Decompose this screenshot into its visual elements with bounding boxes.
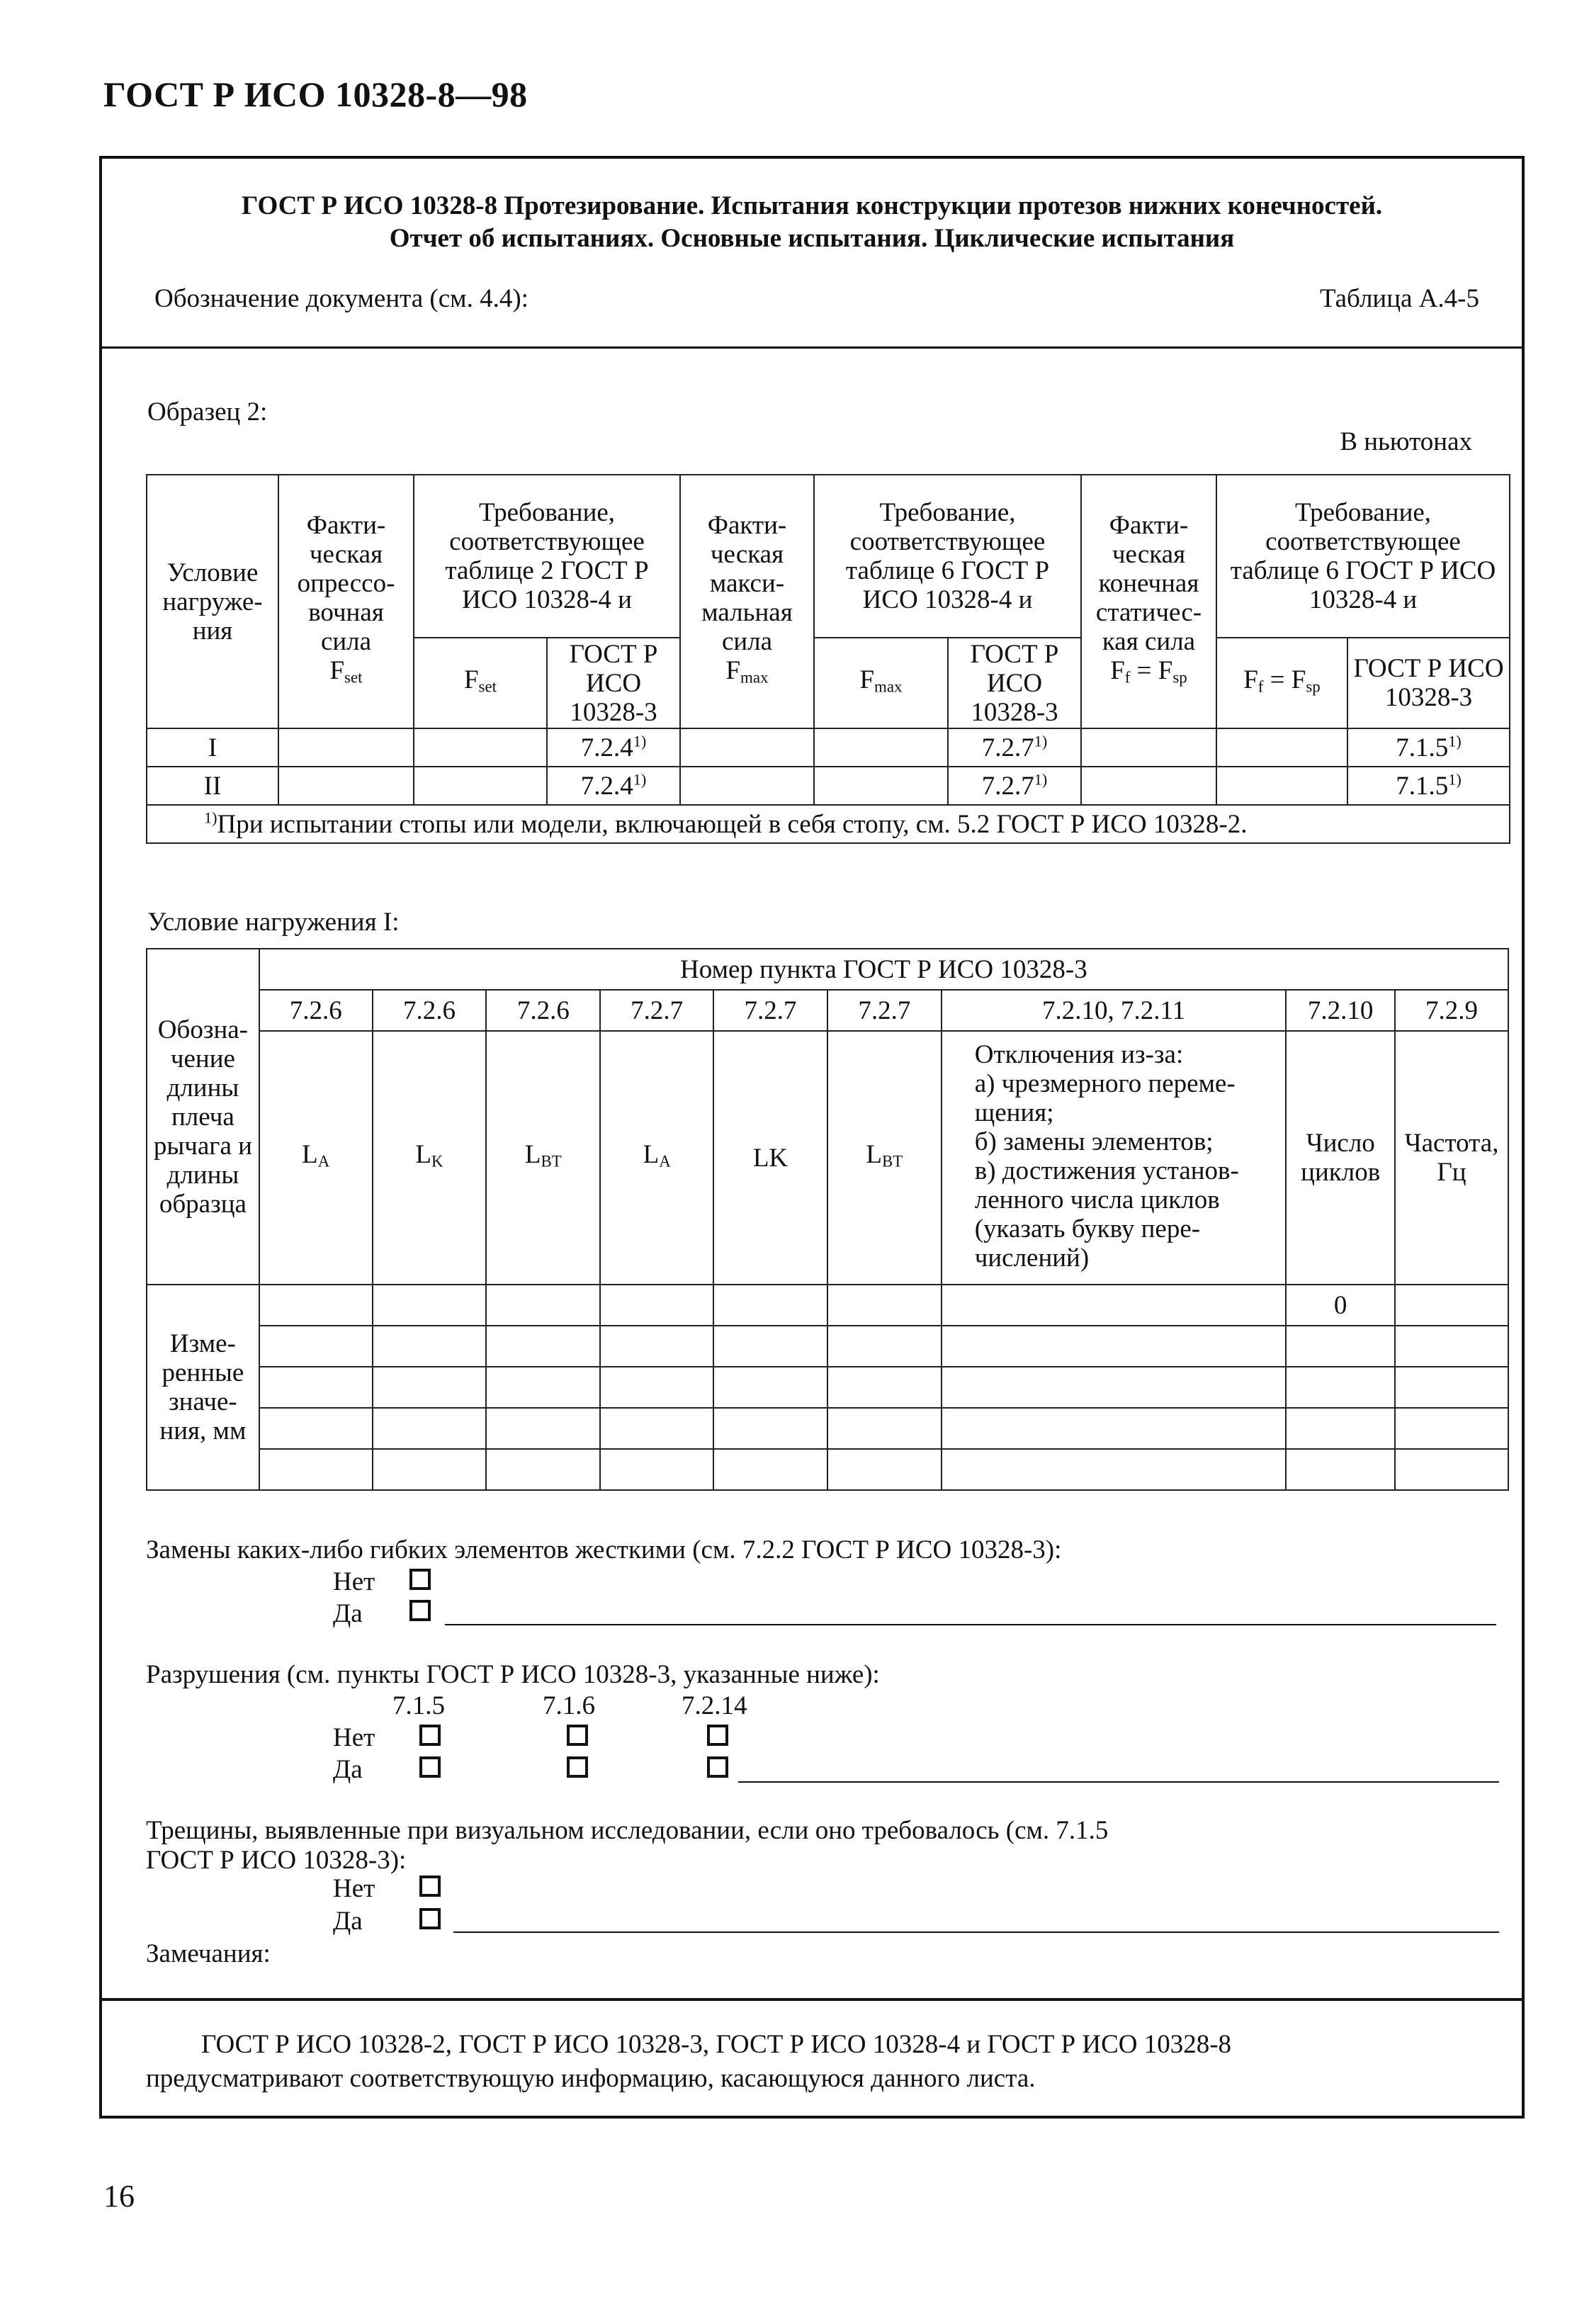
fset-req-symbol: F: [463, 665, 479, 694]
ff-req-cell: [1216, 638, 1347, 728]
cracks-yes-line[interactable]: [453, 1931, 1499, 1933]
cell-empty[interactable]: [600, 1285, 713, 1326]
cracks-label-line2: ГОСТ Р ИСО 10328-3):: [146, 1846, 407, 1875]
col-actual-ff: [1081, 475, 1216, 728]
symbol-sub: A: [317, 1152, 330, 1171]
fmax-req-symbol: F: [859, 665, 875, 694]
fmax-req-sub: max: [874, 677, 903, 696]
fset-req-cell: [414, 638, 547, 728]
report-frame: [99, 156, 1525, 2119]
cell-empty[interactable]: [486, 1326, 600, 1367]
cracks-no-label: Нет: [333, 1874, 375, 1903]
shutdown-a: а) чрезмерного переме-щения;: [974, 1069, 1236, 1127]
col-actual-fmax-label: Факти-ческая макси-мальная сила: [701, 511, 793, 657]
cell-empty[interactable]: [827, 1449, 942, 1490]
cell-empty[interactable]: [827, 1326, 942, 1367]
cell-empty[interactable]: [942, 1408, 1287, 1449]
symbol-letter: L: [524, 1139, 541, 1169]
failures-col-7-1-6: 7.1.6: [543, 1691, 595, 1720]
report-title-block: [102, 159, 1522, 349]
symbol-la: [600, 1031, 713, 1285]
report-footer: [102, 1998, 1522, 2116]
designation-label: Обозначение документа (см. 4.4):: [154, 284, 529, 313]
failures-no-checkbox-7-1-5[interactable]: [419, 1725, 441, 1746]
fsp-req-sub: sp: [1306, 677, 1321, 696]
replacements-no-checkbox[interactable]: [409, 1569, 431, 1590]
cycles-header: Число циклов: [1286, 1031, 1395, 1285]
cell-empty[interactable]: [1081, 767, 1216, 805]
cell-empty[interactable]: [414, 767, 547, 805]
page-number: 16: [103, 2179, 135, 2213]
cell-empty[interactable]: [486, 1367, 600, 1408]
symbol-sub: K: [431, 1152, 443, 1171]
col-load-condition: Условие нагруже-ния: [147, 475, 278, 728]
cell-empty[interactable]: [600, 1408, 713, 1449]
cell-empty[interactable]: [942, 1367, 1287, 1408]
failures-col-7-1-5: 7.1.5: [392, 1691, 445, 1720]
clause-cell: 7.2.9: [1395, 990, 1508, 1031]
cell-empty[interactable]: [827, 1408, 942, 1449]
fsp-symbol: = F: [1130, 656, 1173, 686]
shutdown-b: б) замены элементов;: [974, 1127, 1214, 1156]
cell-ref: [1347, 767, 1510, 805]
ref-text: 7.1.5: [1396, 771, 1449, 801]
cell-empty[interactable]: [713, 1285, 827, 1326]
fmax-symbol: F: [725, 656, 741, 686]
cell-empty[interactable]: [486, 1285, 600, 1326]
col-actual-fset: [278, 475, 414, 728]
footnote-mark: 1): [204, 808, 217, 827]
fset-gost3-cell: ГОСТ Р ИСО 10328-3: [547, 638, 680, 728]
ff-req-sub: f: [1257, 677, 1264, 696]
cell-empty[interactable]: [814, 767, 948, 805]
replacements-label: Замены каких-либо гибких элементов жесткими (см. 7.2.2 ГОСТ Р ИСО 10328-3):: [146, 1535, 1062, 1564]
fmax-sub: max: [740, 668, 769, 687]
cell-empty[interactable]: [827, 1367, 942, 1408]
col-actual-fset-label: Факти-ческая опрессо-вочная сила: [297, 511, 395, 657]
clause-cell: 7.2.10, 7.2.11: [942, 990, 1287, 1031]
cell-empty[interactable]: [942, 1326, 1287, 1367]
fset-sub: set: [344, 668, 363, 687]
table-row: [147, 1367, 1508, 1408]
footnote-mark: 1): [1448, 770, 1462, 789]
replacements-no-label: Нет: [333, 1567, 375, 1596]
clause-cell: 7.2.7: [713, 990, 827, 1031]
cell-empty[interactable]: [278, 767, 414, 805]
ref-text: 7.2.7: [981, 771, 1034, 801]
cell-empty[interactable]: [942, 1285, 1287, 1326]
failures-yes-checkbox-7-1-5[interactable]: [419, 1756, 441, 1778]
cell-empty[interactable]: [259, 1326, 373, 1367]
symbol-letter: L: [866, 1139, 882, 1169]
cell-empty[interactable]: [373, 1449, 487, 1490]
cracks-label-line1: Трещины, выявленные при визуальном исследовании, если оно требовалось (см. 7.1.5: [146, 1816, 1109, 1845]
cell-empty[interactable]: [1395, 1408, 1508, 1449]
table-row: [147, 1326, 1508, 1367]
cell-empty[interactable]: [259, 1449, 373, 1490]
footnote-mark: 1): [633, 732, 647, 750]
row-cond-ii: II: [147, 767, 278, 805]
col-req-table6-b: Требование, соответствующее таблице 6 ГОСТ Р ИСО 10328-4 и: [1216, 475, 1510, 638]
footer-line1: ГОСТ Р ИСО 10328-2, ГОСТ Р ИСО 10328-3, ГОСТ Р ИСО 10328-4 и ГОСТ Р ИСО 10328-8: [201, 2030, 1232, 2059]
symbol-letter: L: [302, 1139, 318, 1169]
symbol-sub: A: [659, 1152, 671, 1171]
cell-empty[interactable]: [373, 1285, 487, 1326]
failures-label: Разрушения (см. пункты ГОСТ Р ИСО 10328-3, указанные ниже):: [146, 1660, 880, 1689]
clause-cell: 7.2.7: [600, 990, 713, 1031]
cell-empty[interactable]: [1395, 1449, 1508, 1490]
symbol-letter: L: [643, 1139, 660, 1169]
cell-empty[interactable]: [1395, 1367, 1508, 1408]
doc-title-line1: ГОСТ Р ИСО 10328-8 Протезирование. Испытания конструкции протезов нижних конечностей.: [241, 191, 1383, 220]
page-header-doc-code: ГОСТ Р ИСО 10328-8—98: [103, 74, 528, 114]
symbol-sub: BT: [541, 1152, 562, 1171]
cell-empty[interactable]: [600, 1449, 713, 1490]
table-ref: Таблица А.4-5: [1319, 284, 1479, 313]
shutdown-c: в) достижения установ-ленного числа циклов (указать букву пере-числений): [974, 1156, 1239, 1273]
ref-text: 7.1.5: [1396, 733, 1449, 762]
load-condition-i-label: Условие нагружения I:: [147, 908, 400, 937]
ref-text: 7.2.4: [580, 733, 633, 762]
remarks-label: Замечания:: [146, 1939, 271, 1968]
ff-symbol: F: [1110, 656, 1125, 686]
cell-empty[interactable]: [1395, 1285, 1508, 1326]
col-actual-fmax: [680, 475, 814, 728]
replacements-yes-line[interactable]: [445, 1624, 1496, 1625]
cracks-yes-checkbox[interactable]: [419, 1908, 441, 1929]
fsp-sub: sp: [1172, 668, 1187, 687]
cell-ref: [547, 767, 680, 805]
cell-empty[interactable]: [713, 1408, 827, 1449]
cell-empty[interactable]: [486, 1449, 600, 1490]
cell-ref: [948, 728, 1081, 767]
sample-label: Образец 2:: [147, 397, 268, 427]
cell-empty[interactable]: [814, 728, 948, 767]
footnote-cell: [147, 805, 1510, 843]
cell-empty[interactable]: [1286, 1408, 1395, 1449]
cell-empty[interactable]: [713, 1367, 827, 1408]
doc-title-line2: Отчет об испытаниях. Основные испытания. Циклические испытания: [389, 224, 1235, 253]
footnote-mark: 1): [633, 770, 647, 789]
cell-empty[interactable]: [259, 1367, 373, 1408]
table-row: [147, 1408, 1508, 1449]
cell-ref: [948, 767, 1081, 805]
clause-cell: 7.2.7: [827, 990, 942, 1031]
fmax-req-cell: [814, 638, 948, 728]
failures-yes-line[interactable]: [738, 1781, 1499, 1783]
clause-cell: 7.2.10: [1286, 990, 1395, 1031]
row-cond-i: I: [147, 728, 278, 767]
fset-symbol: F: [329, 656, 345, 686]
cell-empty[interactable]: [942, 1449, 1287, 1490]
clause-cell: 7.2.6: [486, 990, 600, 1031]
ref-text: 7.2.4: [580, 771, 633, 801]
failures-yes-checkbox-7-2-14[interactable]: [707, 1756, 728, 1778]
cell-empty[interactable]: [600, 1326, 713, 1367]
cell-empty[interactable]: [373, 1326, 487, 1367]
failures-col-7-2-14: 7.2.14: [682, 1691, 747, 1720]
cell-empty[interactable]: [414, 728, 547, 767]
symbol-lk-plain: LK: [713, 1031, 827, 1285]
fmax-gost3-cell: ГОСТ Р ИСО 10328-3: [948, 638, 1081, 728]
failures-yes-label: Да: [333, 1755, 363, 1784]
symbol-sub: BT: [881, 1152, 903, 1171]
cell-empty[interactable]: [259, 1408, 373, 1449]
ff-gost3-cell: ГОСТ Р ИСО 10328-3: [1347, 638, 1510, 728]
ff-req-symbol: F: [1243, 665, 1258, 694]
clause-cell: 7.2.6: [259, 990, 373, 1031]
cycles-value[interactable]: 0: [1286, 1285, 1395, 1326]
shutdowns-cell: [942, 1031, 1287, 1285]
cell-empty[interactable]: [1216, 728, 1347, 767]
footnote-text: При испытании стопы или модели, включающей в себя стопу, см. 5.2 ГОСТ Р ИСО 10328-2.: [217, 809, 1248, 839]
symbol-lk: [373, 1031, 487, 1285]
ff-sub: f: [1124, 668, 1131, 687]
symbol-letter: L: [415, 1139, 432, 1169]
cell-empty[interactable]: [1286, 1326, 1395, 1367]
failures-no-checkbox-7-2-14[interactable]: [707, 1725, 728, 1746]
cracks-yes-label: Да: [333, 1907, 363, 1936]
shutdowns-title: Отключения из-за:: [974, 1040, 1184, 1069]
cell-empty[interactable]: [713, 1326, 827, 1367]
footnote-mark: 1): [1448, 732, 1462, 750]
table-row: [147, 1449, 1508, 1490]
cell-ref: [547, 728, 680, 767]
cell-ref: [1347, 728, 1510, 767]
symbol-lbt: [486, 1031, 600, 1285]
replacements-yes-checkbox[interactable]: [409, 1600, 431, 1621]
cell-empty[interactable]: [1081, 728, 1216, 767]
lever-arm-table: [146, 948, 1509, 1491]
table-row: [147, 767, 1510, 805]
failures-no-checkbox-7-1-6[interactable]: [567, 1725, 588, 1746]
ref-text: 7.2.7: [981, 733, 1034, 762]
cell-empty[interactable]: [1395, 1326, 1508, 1367]
footnote-mark: 1): [1034, 770, 1048, 789]
units-label: В ньютонах: [1340, 427, 1472, 456]
symbol-la: [259, 1031, 373, 1285]
clause-cell: 7.2.6: [373, 990, 487, 1031]
cell-empty[interactable]: [259, 1285, 373, 1326]
group-header-clause-number: Номер пункта ГОСТ Р ИСО 10328-3: [259, 949, 1508, 990]
measured-values-label: Изме-ренные значе-ния, мм: [147, 1285, 259, 1490]
cell-empty[interactable]: [373, 1367, 487, 1408]
footnote-mark: 1): [1034, 732, 1048, 750]
table-row: [147, 728, 1510, 767]
table-row: [147, 1285, 1508, 1326]
col-designation: Обозна-чение длины плеча рычага и длины образца: [147, 949, 259, 1285]
cell-empty[interactable]: [1286, 1367, 1395, 1408]
cell-empty[interactable]: [278, 728, 414, 767]
cell-empty[interactable]: [827, 1285, 942, 1326]
cell-empty[interactable]: [713, 1449, 827, 1490]
col-actual-ff-label: Факти-ческая конечная статичес-кая сила: [1095, 511, 1202, 657]
cell-empty[interactable]: [373, 1408, 487, 1449]
cracks-no-checkbox[interactable]: [419, 1875, 441, 1897]
frequency-header: Частота, Гц: [1395, 1031, 1508, 1285]
cell-empty[interactable]: [600, 1367, 713, 1408]
cell-empty[interactable]: [680, 728, 814, 767]
cell-empty[interactable]: [680, 767, 814, 805]
cell-empty[interactable]: [1286, 1449, 1395, 1490]
failures-no-label: Нет: [333, 1723, 375, 1752]
footer-line2: предусматривают соответствующую информацию, касающуюся данного листа.: [146, 2064, 1036, 2093]
replacements-yes-label: Да: [333, 1599, 363, 1628]
forces-table: [146, 474, 1510, 844]
cell-empty[interactable]: [486, 1408, 600, 1449]
failures-yes-checkbox-7-1-6[interactable]: [567, 1756, 588, 1778]
col-req-table2: Требование, соответствующее таблице 2 ГОСТ Р ИСО 10328-4 и: [414, 475, 680, 638]
fsp-req-symbol: = F: [1263, 665, 1306, 694]
fset-req-sub: set: [478, 677, 497, 696]
col-req-table6-a: Требование, соответствующее таблице 6 ГОСТ Р ИСО 10328-4 и: [814, 475, 1081, 638]
symbol-lbt: [827, 1031, 942, 1285]
cell-empty[interactable]: [1216, 767, 1347, 805]
